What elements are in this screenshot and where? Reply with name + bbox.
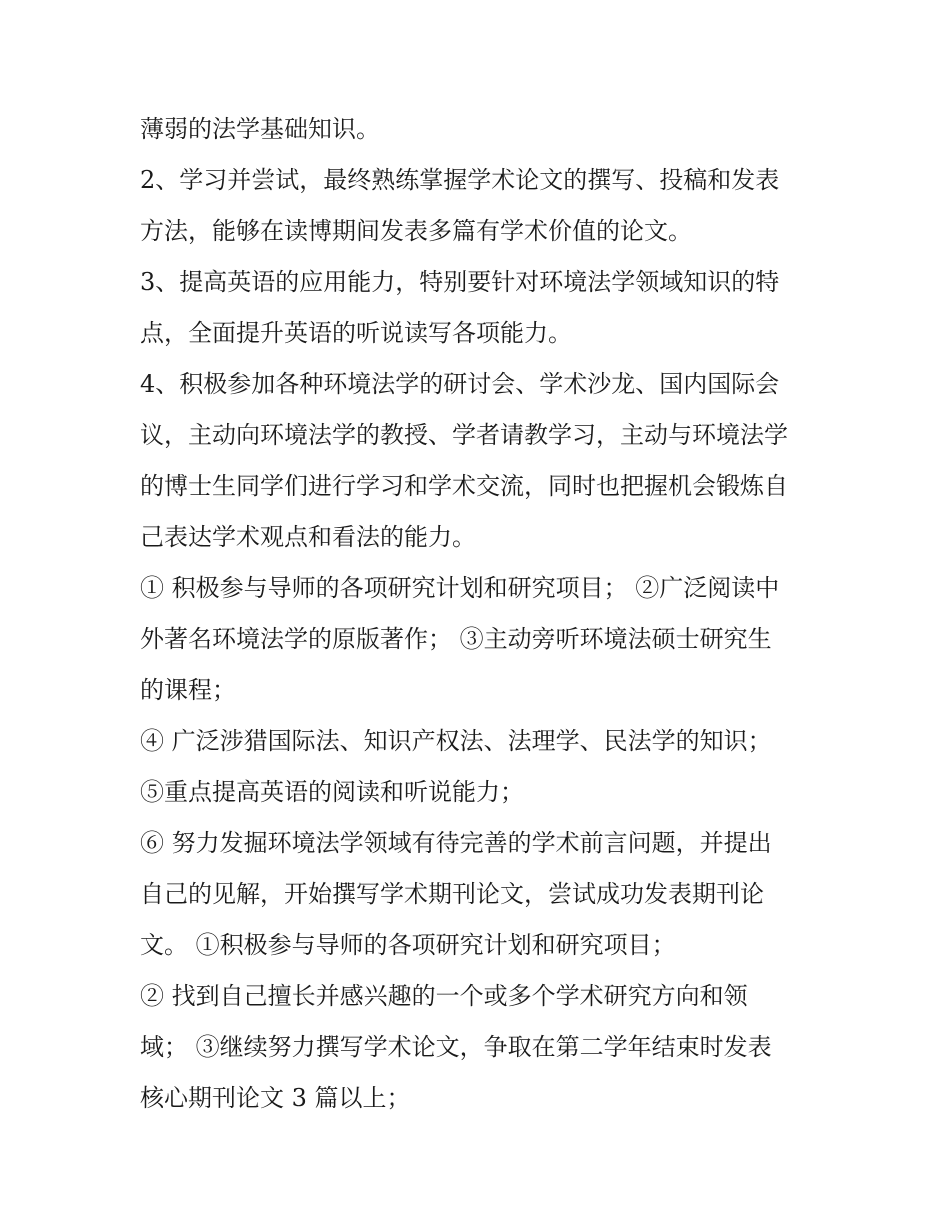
text-line: 4、积极参加各种环境法学的研讨会、学术沙龙、国内国际会: [140, 370, 780, 398]
text-line: 2、学习并尝试，最终熟练掌握学术论文的撰写、投稿和发表: [140, 166, 780, 194]
text-line: 点，全面提升英语的听说读写各项能力。: [140, 319, 572, 347]
text-line: 己表达学术观点和看法的能力。: [140, 523, 476, 551]
text-line: 外著名环境法学的原版著作； ③主动旁听环境法硕士研究生: [140, 625, 772, 653]
text-line: 文。 ①积极参与导师的各项研究计划和研究项目；: [140, 931, 676, 959]
text-line: 自己的见解，开始撰写学术期刊论文，尝试成功发表期刊论: [140, 880, 764, 908]
text-line: ⑤重点提高英语的阅读和听说能力；: [140, 778, 524, 806]
text-line: ② 找到自己擅长并感兴趣的一个或多个学术研究方向和领: [140, 982, 748, 1010]
text-line: ① 积极参与导师的各项研究计划和研究项目； ②广泛阅读中: [140, 574, 780, 602]
text-line: 议，主动向环境法学的教授、学者请教学习，主动与环境法学: [140, 421, 788, 449]
text-line: 的博士生同学们进行学习和学术交流，同时也把握机会锻炼自: [140, 472, 788, 500]
text-line: 方法，能够在读博期间发表多篇有学术价值的论文。: [140, 217, 692, 245]
text-line: ⑥ 努力发掘环境法学领域有待完善的学术前言问题，并提出: [140, 829, 772, 857]
text-line: 的课程；: [140, 676, 236, 704]
text-line: ④ 广泛涉猎国际法、知识产权法、法理学、民法学的知识；: [140, 727, 772, 755]
text-line: 薄弱的法学基础知识。: [140, 115, 380, 143]
text-line: 域； ③继续努力撰写学术论文，争取在第二学年结束时发表: [140, 1033, 772, 1061]
text-line: 核心期刊论文 3 篇以上；: [140, 1084, 411, 1112]
text-line: 3、提高英语的应用能力，特别要针对环境法学领域知识的特: [140, 268, 780, 296]
document-body: [140, 104, 820, 1124]
